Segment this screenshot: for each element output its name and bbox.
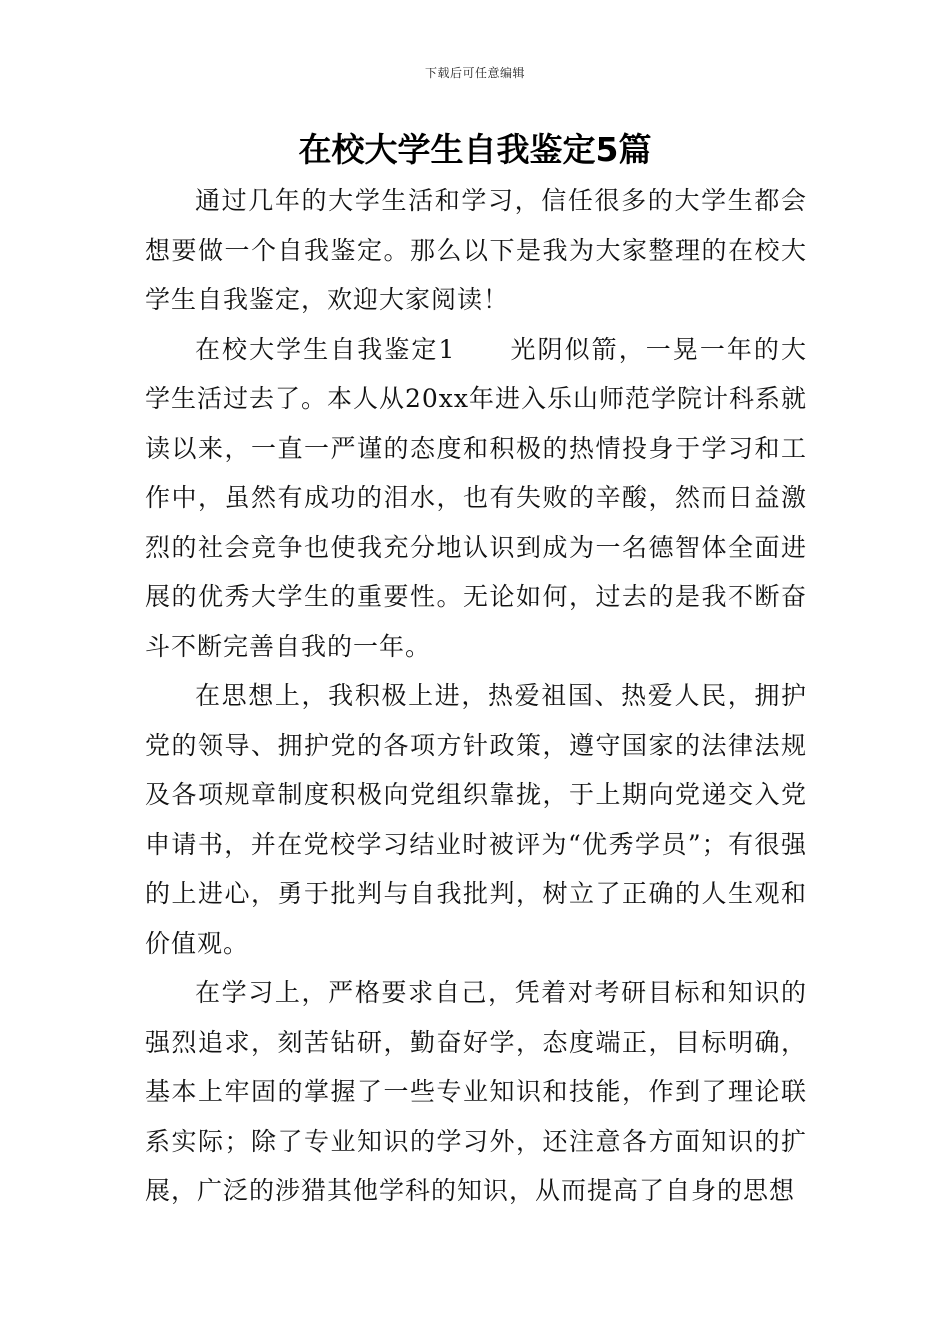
document-title: 在校大学生自我鉴定5篇 <box>298 130 652 169</box>
paragraph-ideology: 在思想上，我积极上进，热爱祖国、热爱人民，拥护党的领导、拥护党的各项方针政策，遵守国家的法律法规及各项规章制度积极向党组织靠拢，于上期向党递交入党申请书，并在党校学习结业时被评为“优秀学员”；有很强的上进心，勇于批判与自我批判，树立了正确的人生观和价值观。 <box>145 681 807 958</box>
paragraph-intro: 通过几年的大学生活和学习，信任很多的大学生都会想要做一个自我鉴定。那么以下是我为大家整理的在校大学生自我鉴定，欢迎大家阅读！ <box>145 186 807 314</box>
document-body <box>145 176 807 1216</box>
header-note: 下载后可任意编辑 <box>424 66 525 80</box>
paragraph-study: 在学习上，严格要求自己，凭着对考研目标和知识的强烈追求，刻苦钻研，勤奋好学，态度端正，目标明确，基本上牢固的掌握了一些专业知识和技能，作到了理论联系实际；除了专业知识的学习外，还注意各方面知识的扩展，广泛的涉猎其他学科的知识，从而提高了自身的思想 <box>145 978 807 1205</box>
paragraph-appraisal-1: 在校大学生自我鉴定1 光阴似箭，一晃一年的大学生活过去了。本人从20xx年进入乐山师范学院计科系就读以来，一直一严谨的态度和积极的热情投身于学习和工作中，虽然有成功的泪水，也有失败的辛酸，然而日益激烈的社会竞争也使我充分地认识到成为一名德智体全面进展的优秀大学生的重要性。无论如何，过去的是我不断奋斗不断完善自我的一年。 <box>145 334 808 661</box>
